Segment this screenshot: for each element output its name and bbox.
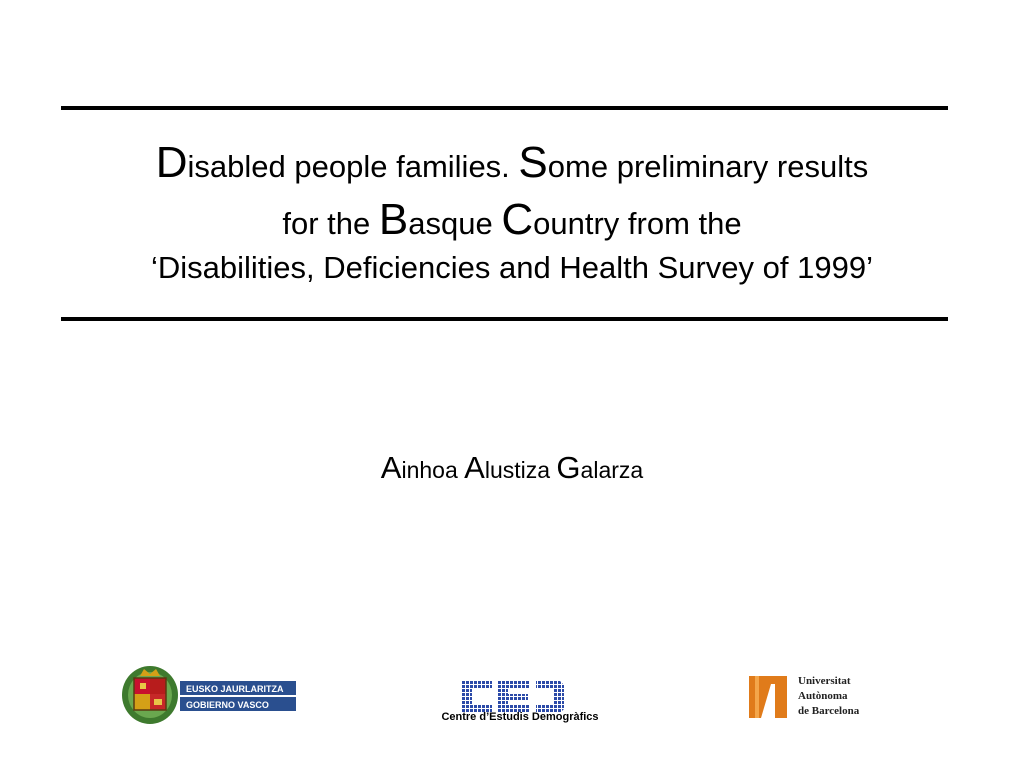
author-name bbox=[0, 446, 1024, 492]
gv-line-2: GOBIERNO VASCO bbox=[186, 700, 269, 710]
title-initial-b: B bbox=[378, 195, 409, 244]
gobierno-vasco-logo bbox=[120, 664, 296, 726]
author-initial: G bbox=[556, 450, 581, 485]
ced-caption: Centre d’Estudis Demogràfics bbox=[441, 711, 599, 723]
title-text: for the bbox=[282, 206, 371, 241]
gv-line-1: EUSKO JAURLARITZA bbox=[186, 684, 284, 694]
author-text: alarza bbox=[580, 457, 644, 483]
author-text: inhoa bbox=[401, 457, 458, 483]
author-initial: A bbox=[380, 450, 402, 485]
title-line-2 bbox=[40, 192, 984, 248]
uab-name bbox=[798, 674, 859, 719]
author-text: lustiza bbox=[484, 457, 551, 483]
title-text: isabled people families. bbox=[187, 149, 510, 184]
title-text: ountry from the bbox=[533, 206, 742, 241]
uab-line-3: de Barcelona bbox=[798, 705, 860, 717]
title-text: asque bbox=[408, 206, 493, 241]
slide-title bbox=[40, 136, 984, 288]
title-line-3: ‘Disabilities, Deficiencies and Health Survey of 1999’ bbox=[151, 250, 873, 285]
title-initial-d: D bbox=[155, 138, 188, 187]
title-initial-c: C bbox=[501, 195, 534, 244]
uab-line-2: Autònoma bbox=[798, 690, 848, 702]
title-initial-s: S bbox=[518, 138, 548, 187]
bottom-rule bbox=[61, 317, 948, 321]
top-rule bbox=[61, 106, 948, 110]
title-line-1 bbox=[40, 136, 984, 190]
author-initial: A bbox=[464, 450, 485, 485]
uab-line-1: Universitat bbox=[798, 675, 851, 687]
title-text: ome preliminary results bbox=[547, 149, 869, 184]
